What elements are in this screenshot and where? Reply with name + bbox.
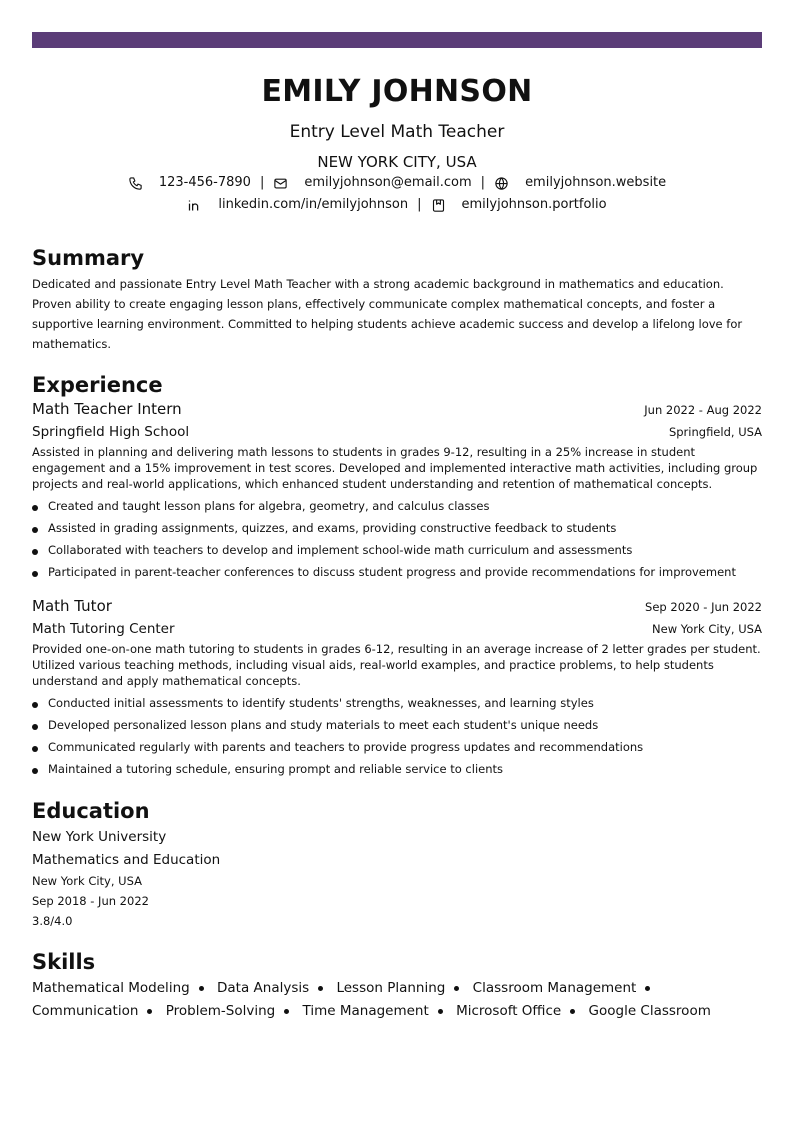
email-icon <box>273 176 288 191</box>
linkedin-icon <box>187 198 202 213</box>
experience-entry <box>32 595 762 780</box>
contact-separator: | <box>417 197 422 212</box>
list-item <box>32 692 762 714</box>
contact-row-2 <box>32 194 762 216</box>
linkedin-link[interactable]: linkedin.com/in/emilyjohnson <box>218 197 409 212</box>
job-organization: Math Tutoring Center <box>32 621 175 637</box>
bullet-icon <box>32 549 38 555</box>
bullet-text: Developed personalized lesson plans and study materials to meet each student's unique needs <box>48 718 599 732</box>
list-item <box>32 714 762 736</box>
bullet-icon <box>32 702 38 708</box>
bullet-icon <box>32 724 38 730</box>
bullet-icon <box>32 746 38 752</box>
skill-separator-icon <box>147 1009 152 1014</box>
contact-separator: | <box>480 175 486 190</box>
skill-item: Communication <box>32 1003 139 1019</box>
skill-separator-icon <box>318 986 323 991</box>
summary-text: Dedicated and passionate Entry Level Math Teacher with a strong academic background in mathematics and education. Proven ability to create engaging lesson plans, effectively communicate complex mathematical concepts, and foster a supportive learning environment. Committed to helping students achieve academic success and develop a lifelong love for mathematics. <box>32 277 743 351</box>
bullet-icon <box>32 768 38 774</box>
candidate-title: Entry Level Math Teacher <box>289 122 505 142</box>
candidate-name: EMILY JOHNSON <box>261 74 533 109</box>
skill-separator-icon <box>284 1009 289 1014</box>
education-school: New York University <box>32 829 167 845</box>
list-item <box>32 495 762 517</box>
experience-heading: Experience <box>32 373 163 397</box>
job-dates: Sep 2020 - Jun 2022 <box>645 600 762 614</box>
skills-list <box>32 977 762 1023</box>
bullet-icon <box>32 571 38 577</box>
skill-item: Time Management <box>302 1003 429 1019</box>
bullet-text: Communicated regularly with parents and teachers to provide progress updates and recommendations <box>48 740 644 754</box>
skill-separator-icon <box>199 986 204 991</box>
bullet-text: Collaborated with teachers to develop and implement school-wide math curriculum and assessments <box>48 543 633 557</box>
bullet-icon <box>32 505 38 511</box>
email-link[interactable]: emilyjohnson@email.com <box>304 175 472 190</box>
list-item <box>32 758 762 780</box>
skill-separator-icon <box>454 986 459 991</box>
contact-row-1 <box>32 172 762 194</box>
portfolio-link[interactable]: emilyjohnson.portfolio <box>461 197 607 212</box>
skill-item: Data Analysis <box>217 980 310 996</box>
skill-item: Microsoft Office <box>456 1003 562 1019</box>
job-description: Assisted in planning and delivering math lessons to students in grades 9-12, resulting in a 25% increase in student engagement and a 15% improvement in test scores. Developed and implemented interactive math activities, including group projects and real-world applications, which enhanced student understanding and retention of mathematical concepts. <box>32 445 758 491</box>
list-item <box>32 539 762 561</box>
skill-item: Classroom Management <box>472 980 637 996</box>
bullet-text: Participated in parent-teacher conferences to discuss student progress and provide recommendations for improvement <box>48 565 736 579</box>
portfolio-icon <box>431 198 446 213</box>
education-location: New York City, USA <box>32 874 142 888</box>
job-title: Math Teacher Intern <box>32 400 182 418</box>
website-link[interactable]: emilyjohnson.website <box>525 175 667 190</box>
contact-separator: | <box>259 175 265 190</box>
skill-separator-icon <box>438 1009 443 1014</box>
list-item <box>32 517 762 539</box>
job-dates: Jun 2022 - Aug 2022 <box>644 403 762 417</box>
education-degree: Mathematics and Education <box>32 852 221 868</box>
resume-page <box>32 48 762 1023</box>
list-item <box>32 561 762 583</box>
list-item <box>32 736 762 758</box>
job-organization: Springfield High School <box>32 424 190 440</box>
job-title: Math Tutor <box>32 597 112 615</box>
education-gpa: 3.8/4.0 <box>32 914 73 928</box>
job-location: New York City, USA <box>652 622 762 636</box>
skill-item: Google Classroom <box>588 1003 711 1019</box>
skill-separator-icon <box>570 1009 575 1014</box>
job-bullet-list <box>32 692 762 780</box>
skill-separator-icon <box>645 986 650 991</box>
job-location: Springfield, USA <box>668 425 762 439</box>
bullet-icon <box>32 527 38 533</box>
bullet-text: Created and taught lesson plans for algebra, geometry, and calculus classes <box>48 499 490 513</box>
phone-link[interactable]: 123-456-7890 <box>158 175 251 190</box>
candidate-location: NEW YORK CITY, USA <box>317 153 477 171</box>
skill-item: Problem-Solving <box>165 1003 276 1019</box>
bullet-text: Maintained a tutoring schedule, ensuring prompt and reliable service to clients <box>48 762 504 776</box>
education-heading: Education <box>32 799 150 823</box>
accent-top-bar <box>32 32 762 48</box>
education-dates: Sep 2018 - Jun 2022 <box>32 894 149 908</box>
skill-item: Lesson Planning <box>336 980 446 996</box>
globe-icon <box>494 176 509 191</box>
bullet-text: Assisted in grading assignments, quizzes, and exams, providing constructive feedback to students <box>48 521 617 535</box>
skill-item: Mathematical Modeling <box>32 980 190 996</box>
skills-heading: Skills <box>32 950 96 974</box>
phone-icon <box>128 176 143 191</box>
job-bullet-list <box>32 495 762 583</box>
bullet-text: Conducted initial assessments to identify students' strengths, weaknesses, and learning styles <box>48 696 594 710</box>
experience-entry <box>32 398 762 583</box>
job-description: Provided one-on-one math tutoring to students in grades 6-12, resulting in an average increase of 2 letter grades per student. Utilized various teaching methods, including visual aids, real-world examples, and practice problems, to help students understand and apply mathematical concepts. <box>32 642 761 688</box>
summary-heading: Summary <box>32 246 145 270</box>
